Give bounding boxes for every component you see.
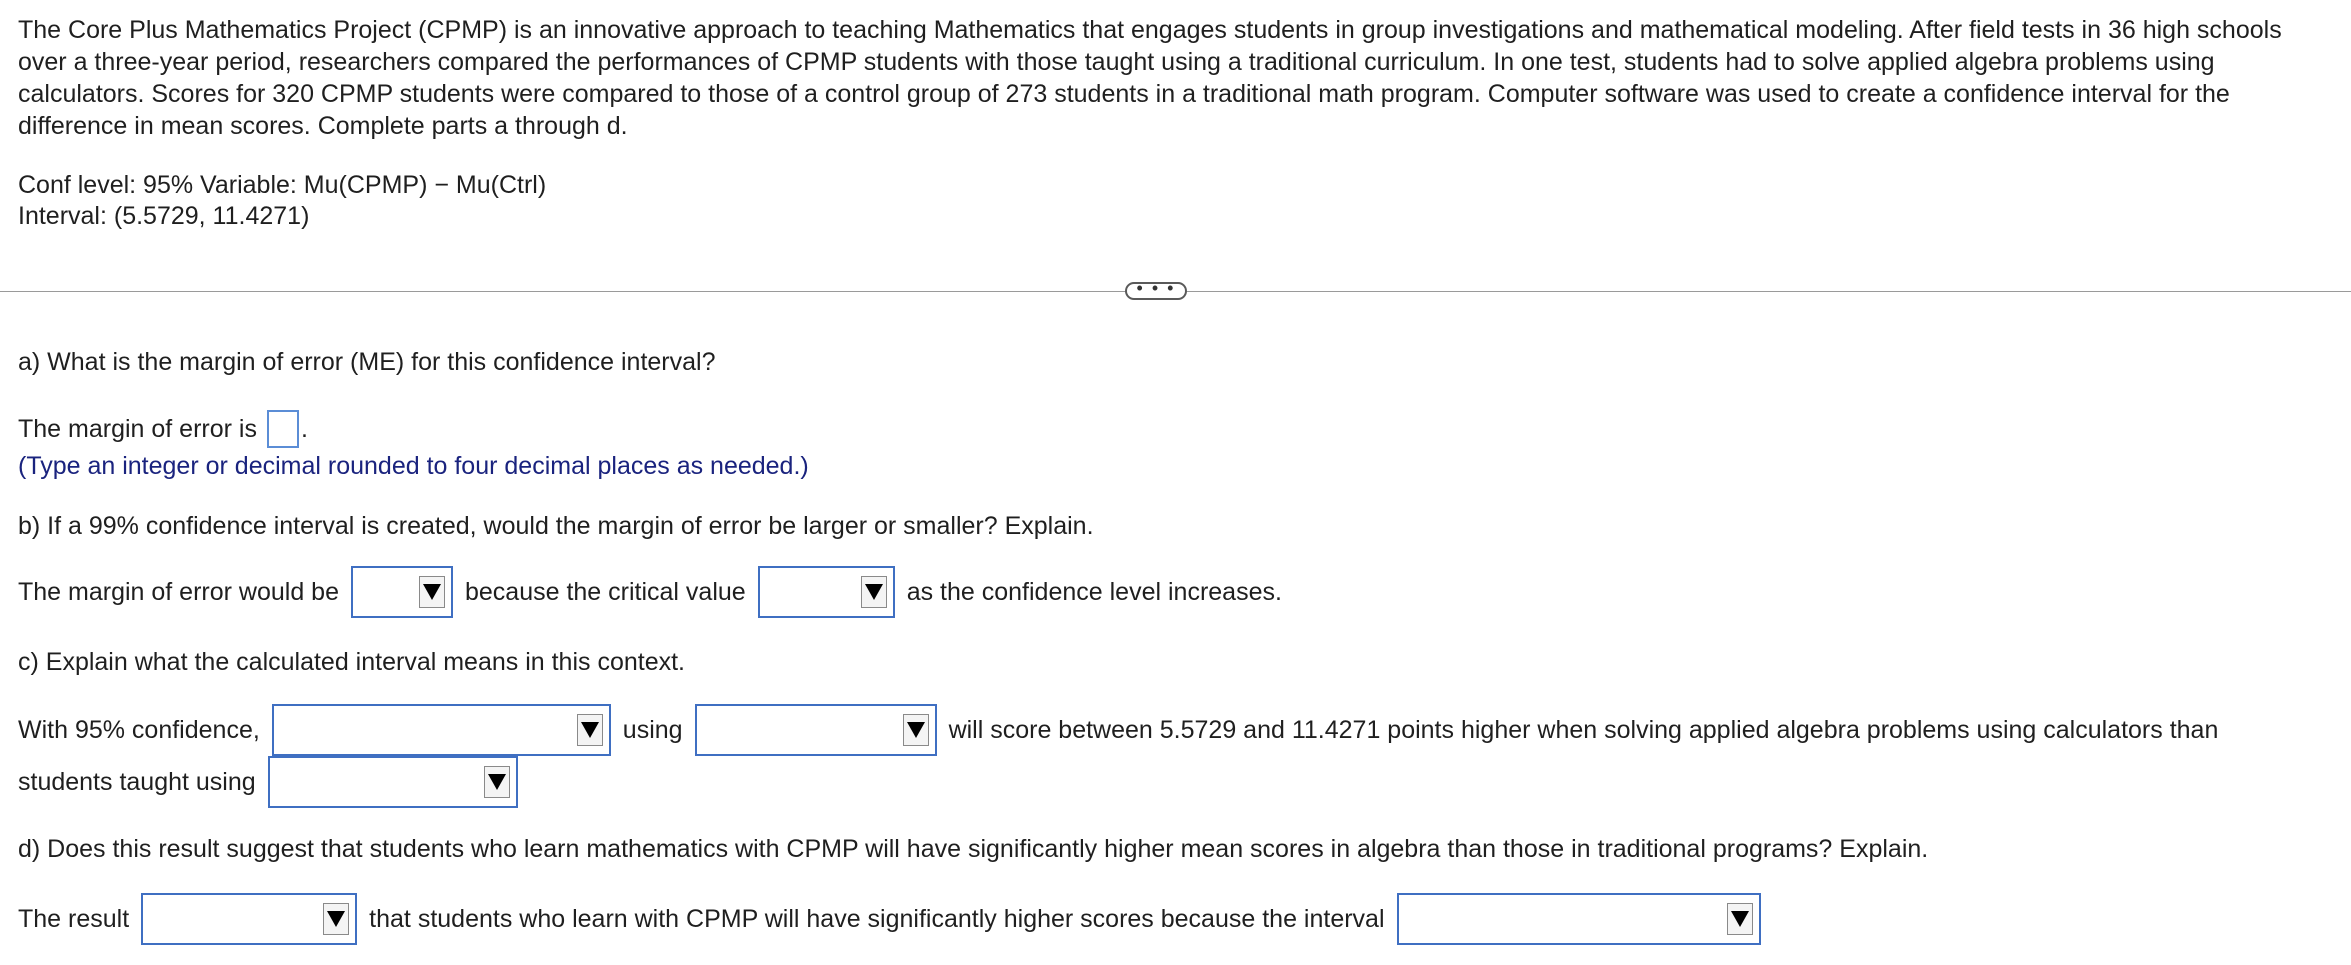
part-d-text-2: that students who learn with CPMP will have significantly higher scores because the interval (369, 904, 1385, 933)
part-c-text-1: With 95% confidence, (18, 715, 260, 744)
part-d-text-1: The result (18, 904, 130, 933)
critical-value-dropdown[interactable] (758, 566, 895, 618)
part-b-text-3: as the confidence level increases. (906, 577, 1282, 606)
part-c-answer-line (18, 704, 2218, 756)
part-c-answer-line-2 (18, 756, 518, 808)
part-a-answer-prefix: The margin of error is (18, 414, 257, 443)
part-a-answer-line (18, 410, 308, 448)
chevron-down-icon (1727, 903, 1753, 935)
conf-level-line: Conf level: 95% Variable: Mu(CPMP) − Mu(Ctrl) (18, 171, 547, 199)
chevron-down-icon (861, 576, 887, 608)
part-b-question: b) If a 99% confidence interval is created, would the margin of error be larger or smaller? Explain. (18, 512, 1094, 540)
comparison-curriculum-dropdown[interactable] (268, 756, 518, 808)
chevron-down-icon (419, 576, 445, 608)
curriculum-dropdown[interactable] (695, 704, 937, 756)
chevron-down-icon (577, 714, 603, 746)
part-c-text-3: will score between 5.5729 and 11.4271 points higher when solving applied algebra problems using calculators than (948, 715, 2219, 744)
margin-size-dropdown[interactable] (351, 566, 453, 618)
margin-of-error-input[interactable] (267, 410, 299, 448)
part-c-text-2: using (622, 715, 683, 744)
part-c-question: c) Explain what the calculated interval means in this context. (18, 648, 686, 676)
expand-more-button[interactable]: • • • (1125, 282, 1187, 300)
chevron-down-icon (903, 714, 929, 746)
part-b-text-1: The margin of error would be (18, 577, 339, 606)
chevron-down-icon (484, 766, 510, 798)
chevron-down-icon (323, 903, 349, 935)
part-b-answer-line (18, 566, 1282, 618)
part-d-question: d) Does this result suggest that students who learn mathematics with CPMP will have significantly higher mean scores in algebra than those in traditional programs? Explain. (18, 835, 1929, 863)
problem-intro: The Core Plus Mathematics Project (CPMP) is an innovative approach to teaching Mathematics that engages students in group investigations and mathematical modeling. After field tests in 36 high schools over a three-year period, researchers compared the performances of CPMP students with those taught using a traditional curriculum. In one test, students had to solve applied algebra problems using calculators. Scores for 320 CPMP students were compared to those of a control group of 273 students in a traditional math program. Computer software was used to create a confidence interval for the difference in mean scores. Complete parts a through d. (18, 16, 2282, 140)
part-d-answer-line (18, 893, 1761, 945)
result-suggestion-dropdown[interactable] (141, 893, 357, 945)
part-c-text-4: students taught using (18, 767, 256, 796)
part-a-hint: (Type an integer or decimal rounded to four decimal places as needed.) (18, 452, 809, 480)
confidence-subject-dropdown[interactable] (272, 704, 611, 756)
part-a-answer-suffix: . (300, 414, 308, 443)
part-a-question: a) What is the margin of error (ME) for this confidence interval? (18, 348, 716, 376)
interval-reason-dropdown[interactable] (1397, 893, 1761, 945)
part-b-text-2: because the critical value (464, 577, 746, 606)
interval-line: Interval: (5.5729, 11.4271) (18, 202, 310, 230)
software-output (18, 170, 546, 232)
